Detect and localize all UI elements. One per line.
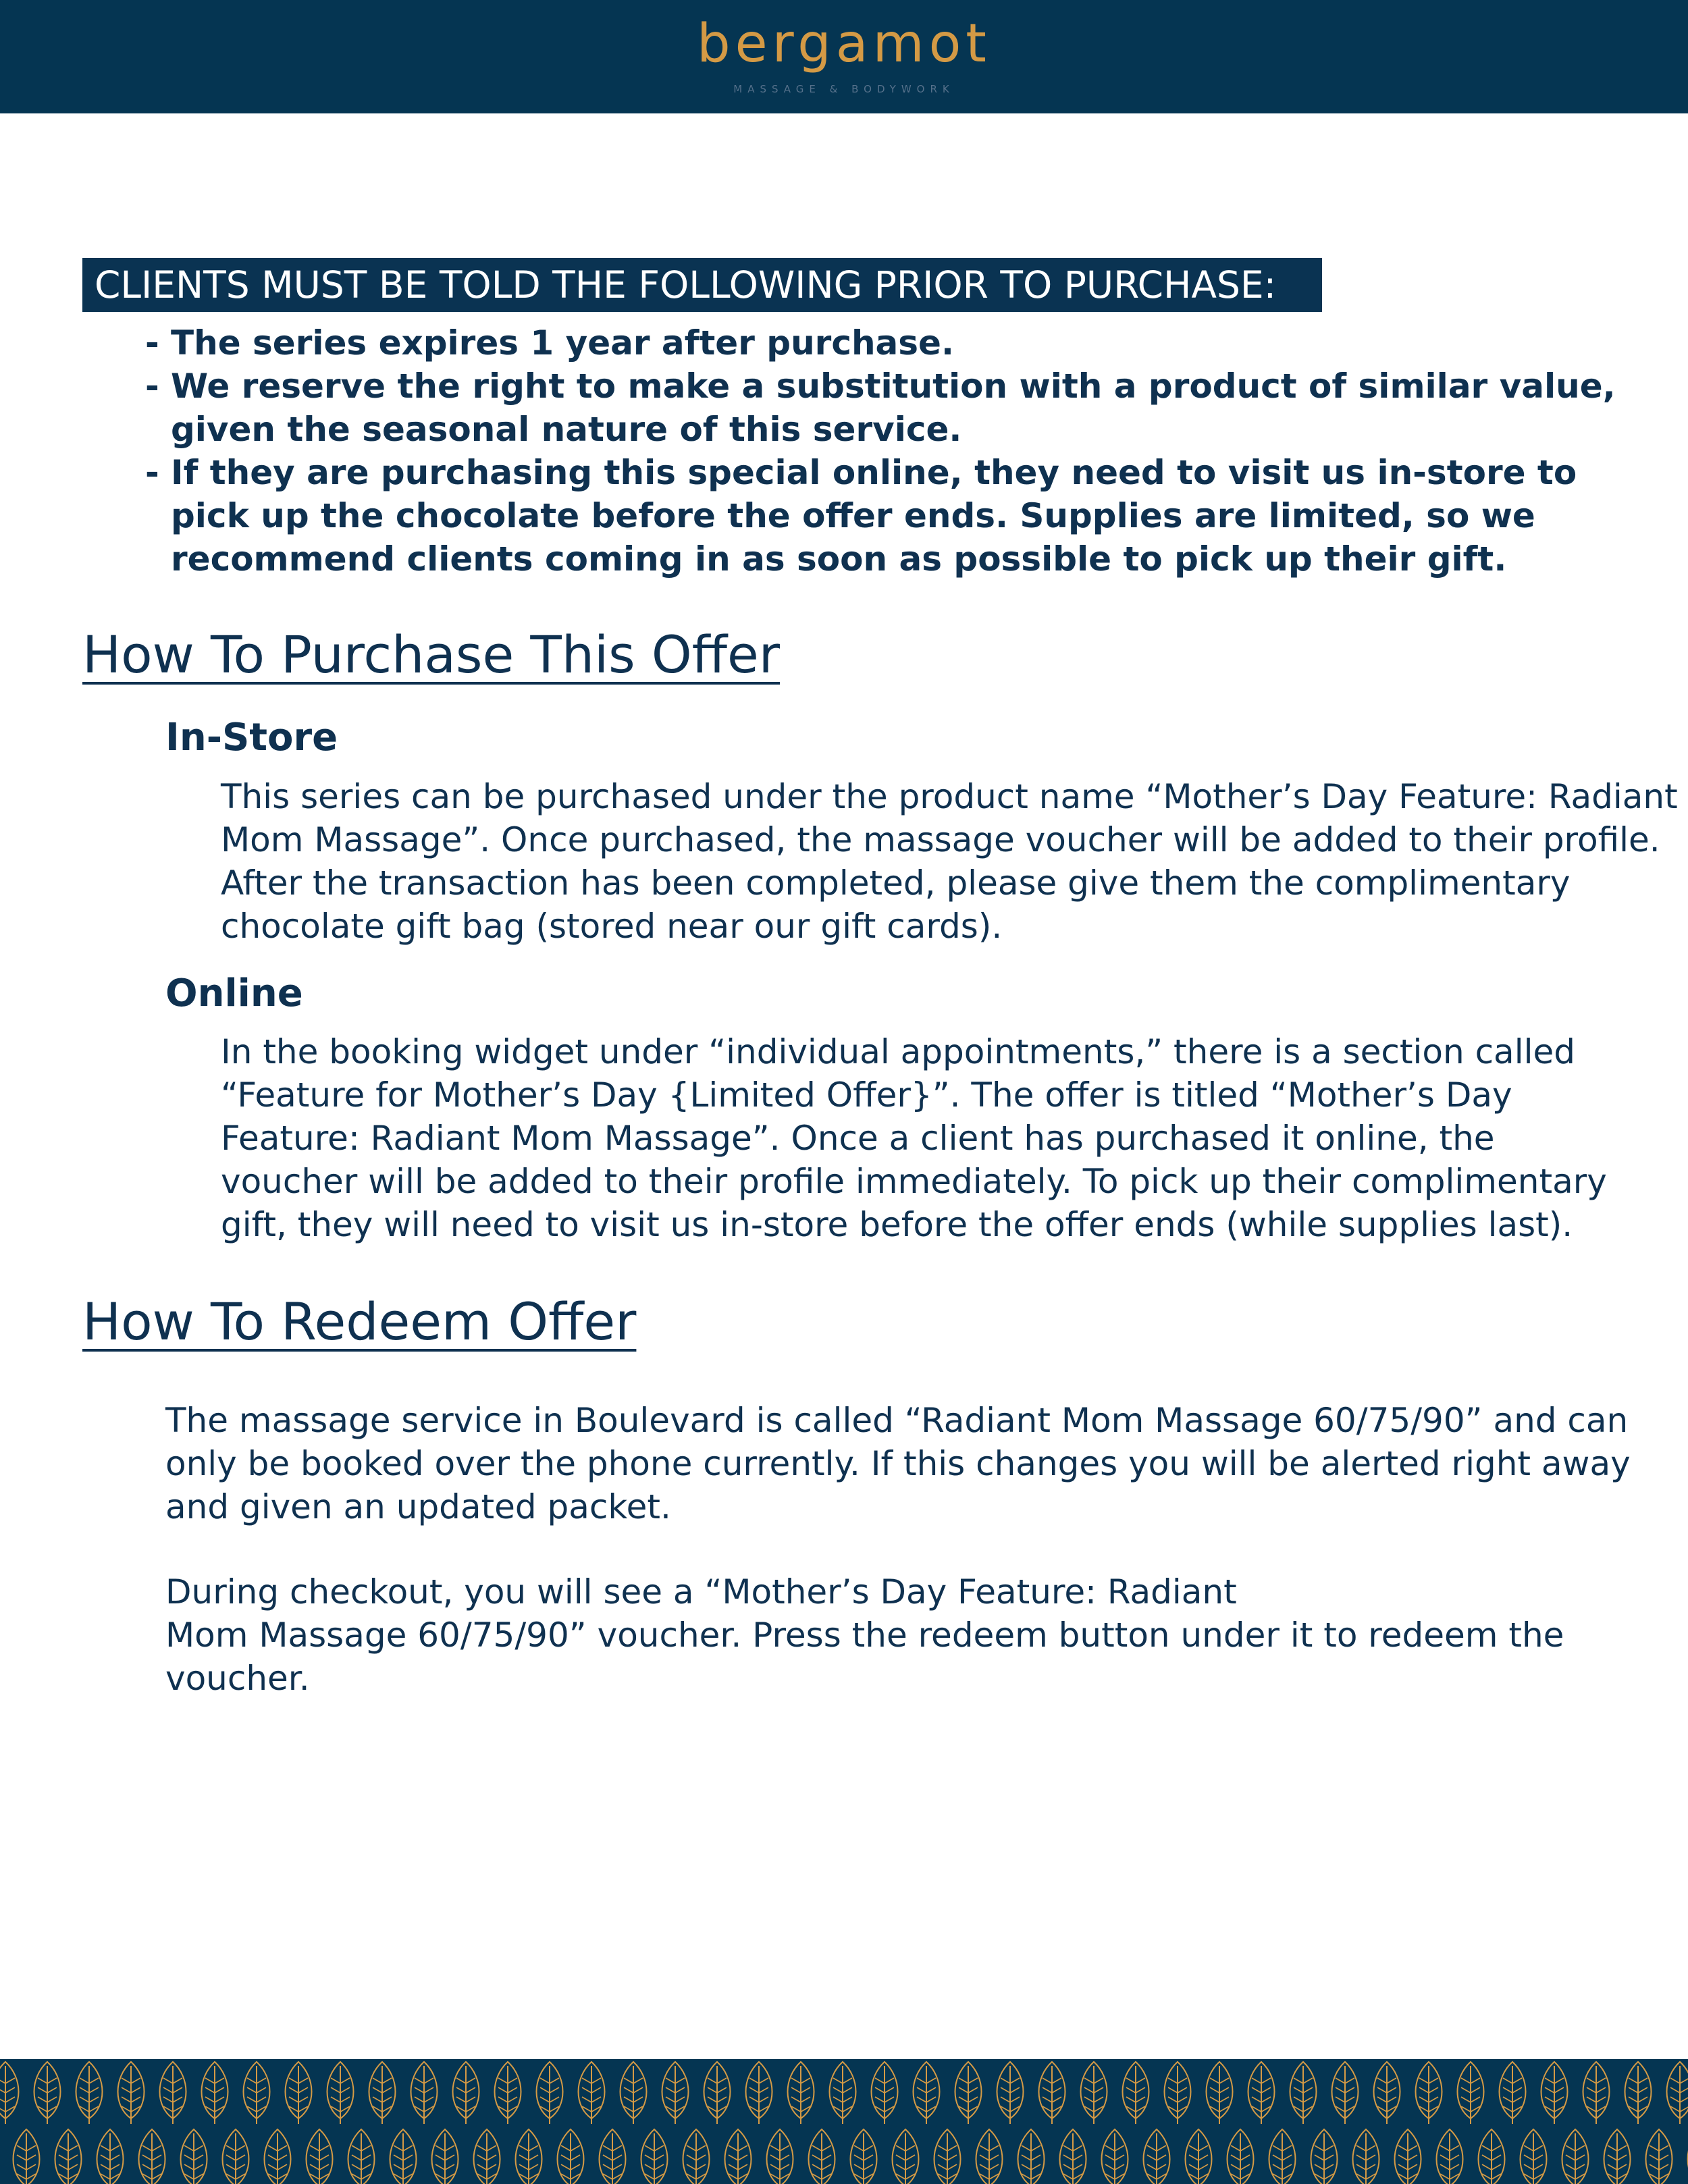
leaf-icon (767, 2129, 793, 2184)
leaf-icon (851, 2129, 877, 2184)
header-bar (0, 0, 1688, 113)
redeem-paragraph-1: The massage service in Boulevard is called “Radiant Mom Massage 60/75/90” and can only be booked over the phone currently. If this changes you will be alerted right away and given an updated packet. (165, 1401, 1631, 1526)
leaf-icon (1479, 2129, 1505, 2184)
leaf-icon (348, 2129, 375, 2184)
leaf-icon (830, 2062, 856, 2124)
leaf-icon (1437, 2129, 1463, 2184)
leaf-icon (1562, 2129, 1589, 2184)
leaf-icon (1667, 2062, 1688, 2124)
notice-item-text: If they are purchasing this special online, they need to visit us in-store to pick up the chocolate before the offer ends. Supplies are limited, so we recommend clients coming in as soon as possible to pick up their gift. (171, 453, 1577, 579)
leaf-icon (746, 2062, 772, 2124)
leaf-icon (1081, 2062, 1107, 2124)
leaf-icon (1332, 2062, 1359, 2124)
notice-item-text: The series expires 1 year after purchase. (171, 323, 954, 363)
leaf-icon (244, 2062, 270, 2124)
leaf-icon (1186, 2129, 1212, 2184)
leaf-icon (1646, 2129, 1672, 2184)
dash-bullet: - (145, 323, 159, 363)
leaf-icon (1625, 2062, 1652, 2124)
purchase-section-title: How To Purchase This Offer (82, 624, 781, 685)
leaf-icon (1395, 2129, 1421, 2184)
leaf-icon (579, 2062, 605, 2124)
leaf-icon (809, 2129, 835, 2184)
leaf-icon (432, 2129, 458, 2184)
leaf-icon (390, 2129, 417, 2184)
leaf-icon (621, 2062, 647, 2124)
leaf-icon (0, 2062, 19, 2124)
leaf-icon (662, 2062, 689, 2124)
leaf-pattern (0, 2059, 1688, 2184)
leaf-icon (1018, 2129, 1045, 2184)
leaf-icon (1353, 2129, 1379, 2184)
leaf-icon (1311, 2129, 1338, 2184)
leaf-icon (34, 2062, 61, 2124)
notice-banner-text: CLIENTS MUST BE TOLD THE FOLLOWING PRIOR TO PURCHASE: (95, 263, 1277, 307)
leaf-icon (160, 2062, 186, 2124)
leaf-icon (1521, 2129, 1547, 2184)
redeem-paragraph-2-line-1: During checkout, you will see a “Mother’s Day Feature: Radiant (165, 1572, 1237, 1612)
dash-bullet: - (145, 367, 159, 406)
leaf-icon (14, 2129, 40, 2184)
leaf-icon (474, 2129, 500, 2184)
leaf-icon (1144, 2129, 1170, 2184)
leaf-icon (1207, 2062, 1233, 2124)
leaf-icon (55, 2129, 82, 2184)
leaf-icon (1604, 2129, 1631, 2184)
leaf-icon (223, 2129, 249, 2184)
leaf-icon (327, 2062, 354, 2124)
leaf-icon (914, 2062, 940, 2124)
leaf-icon (1102, 2129, 1128, 2184)
dash-bullet: - (145, 453, 159, 492)
leaf-icon (1416, 2062, 1442, 2124)
leaf-icon (516, 2129, 542, 2184)
instore-paragraph: This series can be purchased under the product name “Mother’s Day Feature: Radiant Mom Massage”. Once purchased, the massage voucher will be added to their profile. After the transaction has been completed, please give them the complimentary chocolate gift bag (stored near our gift cards). (221, 777, 1678, 946)
leaf-icon (1269, 2129, 1296, 2184)
leaf-icon (1374, 2062, 1400, 2124)
redeem-paragraph-2-rest: Mom Massage 60/75/90” voucher. Press the redeem button under it to redeem the voucher. (165, 1616, 1564, 1698)
leaf-icon (997, 2062, 1024, 2124)
leaf-icon (955, 2062, 982, 2124)
notice-item-text: We reserve the right to make a substitution with a product of similar value, given the seasonal nature of this service. (171, 367, 1616, 449)
leaf-icon (872, 2062, 898, 2124)
leaf-icon (265, 2129, 291, 2184)
notice-item (145, 365, 1658, 451)
leaf-icon (558, 2129, 584, 2184)
leaf-icon (976, 2129, 1003, 2184)
leaf-icon (307, 2129, 333, 2184)
leaf-icon (97, 2129, 124, 2184)
leaf-icon (1458, 2062, 1484, 2124)
leaf-icon (893, 2129, 919, 2184)
brand-tagline: MASSAGE & BODYWORK (733, 83, 955, 95)
leaf-icon (1541, 2062, 1568, 2124)
redeem-section-title: How To Redeem Offer (82, 1291, 637, 1352)
notice-banner (82, 258, 1322, 312)
leaf-icon (1248, 2062, 1275, 2124)
leaf-icon (704, 2062, 731, 2124)
instore-subtitle: In-Store (165, 716, 338, 760)
leaf-icon (139, 2129, 165, 2184)
leaf-icon (1039, 2062, 1065, 2124)
leaf-icon (1123, 2062, 1149, 2124)
footer-band (0, 2059, 1688, 2184)
online-paragraph: In the booking widget under “individual appointments,” there is a section called “Feature for Mother’s Day {Limited Offer}”. The offer is titled “Mother’s Day Feature: Radiant Mom Massage”. Once a client has purchased it online, the voucher will be added to their profile immediately. To pick up their complimentary gift, they will need to visit us in-store before the offer ends (while supplies last). (221, 1032, 1607, 1244)
online-subtitle: Online (165, 971, 303, 1015)
leaf-icon (725, 2129, 751, 2184)
leaf-icon (118, 2062, 144, 2124)
leaf-icon (683, 2129, 710, 2184)
leaf-icon (453, 2062, 479, 2124)
redeem-paragraph-2 (165, 1570, 1678, 1700)
leaf-icon (411, 2062, 438, 2124)
leaf-icon (1583, 2062, 1610, 2124)
notice-list (145, 321, 1658, 581)
leaf-icon (369, 2062, 396, 2124)
leaf-icon (286, 2062, 312, 2124)
leaf-icon (600, 2129, 626, 2184)
leaf-icon (181, 2129, 207, 2184)
leaf-icon (1228, 2129, 1254, 2184)
notice-item (145, 321, 1658, 365)
leaf-icon (934, 2129, 961, 2184)
leaf-icon (202, 2062, 228, 2124)
brand-logo: bergamot (697, 14, 991, 74)
leaf-icon (641, 2129, 668, 2184)
leaf-icon (1290, 2062, 1317, 2124)
leaf-icon (537, 2062, 563, 2124)
leaf-icon (788, 2062, 814, 2124)
leaf-icon (495, 2062, 521, 2124)
leaf-icon (76, 2062, 103, 2124)
leaf-icon (1060, 2129, 1086, 2184)
notice-item (145, 451, 1658, 581)
leaf-icon (1165, 2062, 1191, 2124)
leaf-icon (1500, 2062, 1526, 2124)
